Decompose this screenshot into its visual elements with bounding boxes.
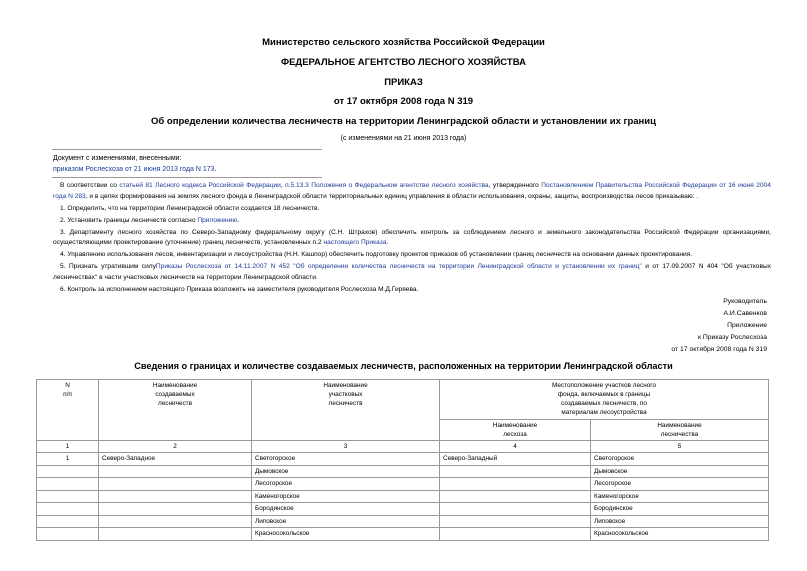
order-body: [53, 181, 771, 297]
table-row: Красносокольское Красносокольское: [37, 528, 769, 541]
signature-block: [671, 296, 767, 356]
header-location: Местоположение участков лесного фонда, включаемых в границы создаваемых лесничеств, по материалам лесоустройства: [440, 380, 769, 420]
header-number: N п/п: [37, 380, 99, 441]
note-divider-top: [52, 149, 322, 150]
appendix-ref: к Приказу Рослесхоза: [698, 334, 767, 341]
header-created: Наименование создаваемых лесничеств: [99, 380, 252, 441]
link-repealed-orders[interactable]: Приказы Рослесхоза от 14.11.2007 N 452 "Об определении количества лесничеств на территории Ленинградской области и установлении их границ": [155, 263, 642, 270]
note-link-line: приказом Рослесхоза от 21 июня 2013 года N 173.: [53, 166, 217, 173]
doc-type: ПРИКАЗ: [384, 77, 423, 88]
item-1: 1. Определить, что на территории Ленинградской области создается 18 лесничеств.: [60, 204, 320, 212]
item-5: 5. Признать утратившим силуПриказы Рослесхоза от 14.11.2007 N 452 "Об определении количества лесничеств на территории Ленинградской области и установлении их границ" и от 17.09.2007 N 404 "Об участковых лесничествах" в части участковых лесничеств на территории Ленинградской области.: [53, 263, 771, 281]
appendix-date: от 17 октября 2008 года N 319: [671, 346, 767, 353]
doc-title: Об определении количества лесничеств на территории Ленинградской области и установлении их границ: [151, 116, 656, 127]
agency-name: ФЕДЕРАЛЬНОЕ АГЕНТСТВО ЛЕСНОГО ХОЗЯЙСТВА: [280, 57, 526, 68]
item-6: 6. Контроль за исполнением настоящего Приказа возложить на заместителя руководителя Рослесхоза М.Д.Гиряева.: [60, 285, 419, 293]
table-row: Липовское Липовское: [37, 515, 769, 528]
appendix-label: Приложение: [727, 322, 767, 329]
item-3: 3. Департаменту лесного хозяйства по Северо-Западному федеральному округу (С.Н. Штрахов) обеспечить контроль за соблюдением лесного и земельного законодательства Российской Федерации организациями, осуществляющими проектирование (уточнение) границ лесничеств, установленных п.2 настоящего Приказа.: [53, 228, 771, 246]
header-leskhoz: Наименование лесхоза: [440, 420, 591, 441]
signer-role: Руководитель: [723, 298, 767, 305]
note-line: Документ с изменениями, внесенными:: [53, 155, 182, 162]
link-appendix[interactable]: Приложению: [197, 216, 238, 224]
table-row: 1 Северо-Западное Светогорское Северо-Западный Светогорское: [37, 453, 769, 466]
table-number-row: 1 2 3 4 5: [37, 441, 769, 453]
doc-subtitle: (с изменениями на 21 июня 2013 года): [340, 135, 467, 142]
table-title: Сведения о границах и количестве создаваемых лесничеств, расположенных на территории Ленинградской области: [134, 361, 673, 371]
link-regulation[interactable]: п.5.13.3 Положения о Федеральном агентстве лесного хозяйства: [285, 182, 489, 189]
table-row: Бородинское Бородинское: [37, 503, 769, 516]
table-row: Каменогорское Каменогорское: [37, 490, 769, 503]
header-lesnichestvo: Наименование лесничества: [591, 420, 769, 441]
forestry-table: [36, 379, 769, 541]
preamble: В соответствии со статьей 81 Лесного кодекса Российской Федерации, п.5.13.3 Положения о Федеральном агентстве лесного хозяйства, утвержденного Постановлением Правительства Российской Федерации от 16 июня 2004 года N 283, и в целях формирования на землях лесного фонда в Ленинградской области территориальных единиц управления в области использования, охраны, защиты, воспроизводства лесов приказываю: .: [53, 182, 771, 200]
link-forest-code[interactable]: статьей 81 Лесного кодекса Российской Федерации: [119, 182, 281, 189]
ministry-name: Министерство сельского хозяйства Российской Федерации: [262, 37, 545, 48]
table-row: Дымовское Дымовское: [37, 465, 769, 478]
amendment-link[interactable]: приказом Рослесхоза от 21 июня 2013 года N 173: [53, 166, 215, 173]
item-2: 2. Установить границы лесничеств согласно Приложению.: [60, 216, 240, 224]
item-4: 4. Управлению использования лесов, инвентаризации и лесоустройства (Н.Н. Кашпор) обеспечить подготовку проектов приказов об установлении границ лесничеств на основании данных проектирования.: [60, 251, 693, 258]
amendment-note: [53, 153, 217, 175]
note-divider-bottom: [52, 177, 322, 178]
table-row: Лесогорское Лесогорское: [37, 478, 769, 491]
table-header-row: [37, 380, 769, 420]
link-this-order[interactable]: настоящего Приказа: [323, 239, 387, 246]
doc-date-number: от 17 октября 2008 года N 319: [333, 96, 474, 107]
header-district: Наименование участковых лесничеств: [252, 380, 440, 441]
link-resolution[interactable]: Постановлением Правительства Российской Федерации от 16 июня 2004 года N 283: [53, 182, 771, 200]
signer-name: А.И.Савенков: [723, 310, 767, 317]
